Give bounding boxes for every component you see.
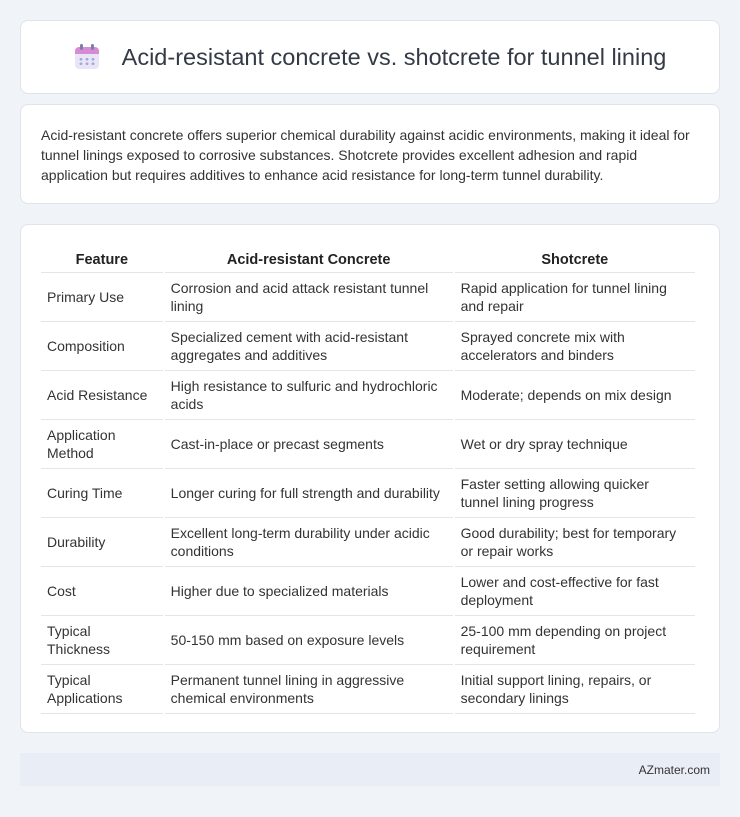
header-feature: Feature <box>41 243 163 273</box>
feature-cell: Acid Resistance <box>41 371 163 420</box>
concrete-cell: Permanent tunnel lining in aggressive chemical environments <box>165 665 453 714</box>
feature-cell: Cost <box>41 567 163 616</box>
comparison-table-card <box>20 224 720 733</box>
table-header-row <box>41 243 695 273</box>
shotcrete-cell: Rapid application for tunnel lining and repair <box>455 273 695 322</box>
title-card <box>20 20 720 94</box>
shotcrete-cell: Faster setting allowing quicker tunnel lining progress <box>455 469 695 518</box>
header-acid-resistant-concrete: Acid-resistant Concrete <box>165 243 453 273</box>
feature-cell: Application Method <box>41 420 163 469</box>
footer-brand[interactable]: AZmater.com <box>638 762 710 777</box>
table-row <box>41 616 695 665</box>
concrete-cell: Cast-in-place or precast segments <box>165 420 453 469</box>
table-row <box>41 469 695 518</box>
table-row <box>41 322 695 371</box>
header-shotcrete: Shotcrete <box>455 243 695 273</box>
concrete-cell: High resistance to sulfuric and hydrochloric acids <box>165 371 453 420</box>
shotcrete-cell: Moderate; depends on mix design <box>455 371 695 420</box>
table-row <box>41 567 695 616</box>
table-row <box>41 665 695 714</box>
shotcrete-cell: 25-100 mm depending on project requirement <box>455 616 695 665</box>
summary-text: Acid-resistant concrete offers superior chemical durability against acidic environments, making it ideal for tunnel linings exposed to corrosive substances. Shotcrete provides excellent adhesion and rapid application but requires additives to enhance acid resistance for long-term tunnel durability. <box>41 127 690 183</box>
feature-cell: Curing Time <box>41 469 163 518</box>
feature-cell: Typical Applications <box>41 665 163 714</box>
concrete-cell: Higher due to specialized materials <box>165 567 453 616</box>
table-row <box>41 518 695 567</box>
title-wrap <box>74 44 667 71</box>
table-row <box>41 371 695 420</box>
concrete-cell: Specialized cement with acid-resistant aggregates and additives <box>165 322 453 371</box>
feature-cell: Durability <box>41 518 163 567</box>
shotcrete-cell: Lower and cost-effective for fast deployment <box>455 567 695 616</box>
feature-cell: Composition <box>41 322 163 371</box>
feature-cell: Typical Thickness <box>41 616 163 665</box>
page-title: Acid-resistant concrete vs. shotcrete for tunnel lining <box>121 43 667 70</box>
footer <box>20 753 720 786</box>
table-row <box>41 420 695 469</box>
shotcrete-cell: Initial support lining, repairs, or secondary linings <box>455 665 695 714</box>
concrete-cell: 50-150 mm based on exposure levels <box>165 616 453 665</box>
concrete-cell: Corrosion and acid attack resistant tunnel lining <box>165 273 453 322</box>
calendar-icon <box>74 44 100 70</box>
concrete-cell: Longer curing for full strength and durability <box>165 469 453 518</box>
feature-cell: Primary Use <box>41 273 163 322</box>
shotcrete-cell: Sprayed concrete mix with accelerators and binders <box>455 322 695 371</box>
shotcrete-cell: Wet or dry spray technique <box>455 420 695 469</box>
table-row <box>41 273 695 322</box>
comparison-table <box>39 243 697 714</box>
shotcrete-cell: Good durability; best for temporary or repair works <box>455 518 695 567</box>
concrete-cell: Excellent long-term durability under acidic conditions <box>165 518 453 567</box>
summary-card <box>20 104 720 204</box>
